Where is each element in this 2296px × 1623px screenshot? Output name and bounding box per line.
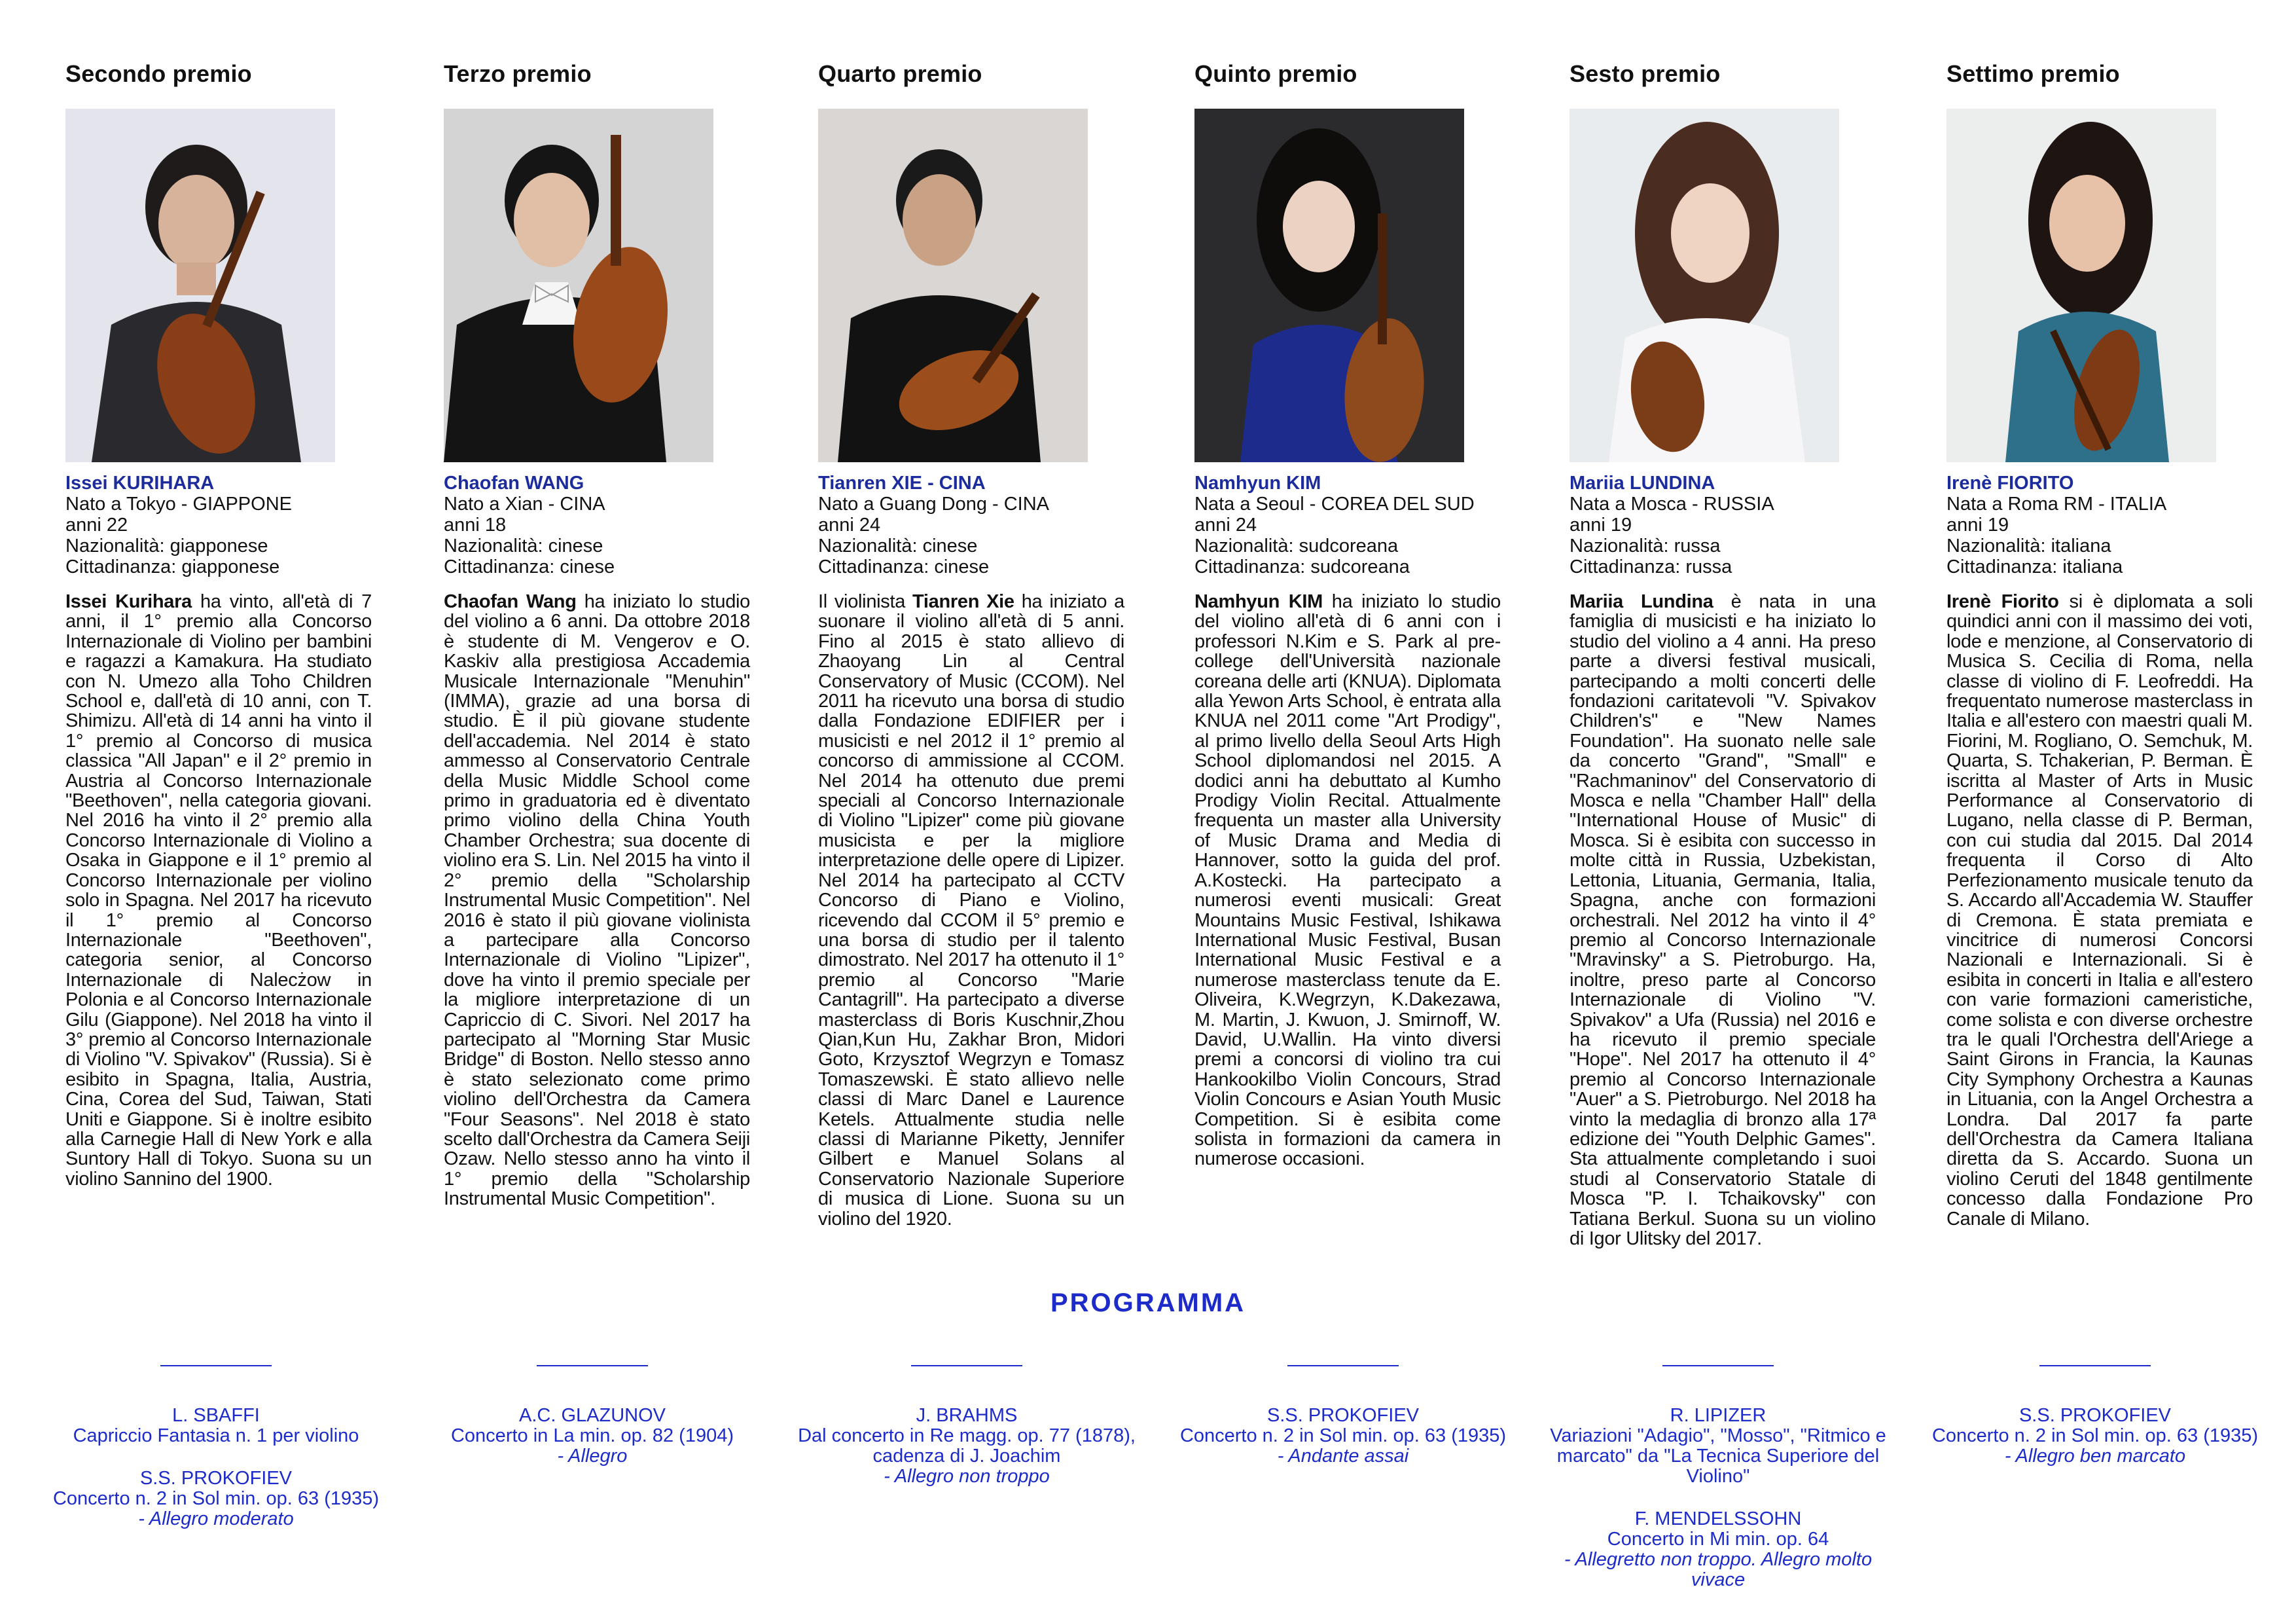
nationality: Nazionalità: russa [1570,536,1721,556]
competitor-name: Tianren XIE - CINA [818,473,986,494]
program-block [33,1365,399,1552]
work-title: Variazioni "Adagio", "Mosso", "Ritmico e marcato" da "La Tecnica Superiore del Violino" [1550,1425,1886,1487]
movement: - Allegro ben marcato [2004,1446,2186,1467]
biography-lead: Namhyun KIM [1194,591,1323,612]
program-block [783,1365,1150,1509]
biography-lead: Issei Kurihara [65,591,192,612]
program-block [409,1365,776,1489]
programma-heading: PROGRAMMA [1050,1288,1246,1317]
divider [1287,1365,1399,1366]
prize-title: Terzo premio [444,60,592,87]
competitor-photo [65,109,335,462]
biography-lead: Tianren Xie [912,591,1014,612]
birthplace: Nata a Roma RM - ITALIA [1946,494,2167,515]
competitor-photo [818,109,1088,462]
competitor-name: Chaofan WANG [444,473,584,494]
nationality: Nazionalità: italiana [1946,536,2111,556]
work-title: Capriccio Fantasia n. 1 per violino [73,1425,359,1446]
age: anni 22 [65,515,128,536]
birthplace: Nato a Tokyo - GIAPPONE [65,494,292,515]
citizenship: Cittadinanza: russa [1570,556,1732,577]
program-piece [1535,1406,1901,1487]
age: anni 24 [1194,515,1257,536]
biography-text: si è diplomata a soli quindici anni con il massimo dei voti, lode e menzione, al Conservatorio di Musica S. Cecilia di Roma, nella classe di violino di F. Leofreddi. Ha frequentato numerose masterclass in Italia e all'estero con maestri quali M. Fiorini, M. Rogliano, O. Semchuk, M. Quarta, S. Tchakerian, P. Berman. È iscritta al Master of Arts in Music Performance al Conservatorio di Lugano, nella classe di P. Berman, con cui studia dal 2015. Dal 2014 frequenta il Corso di Alto Perfezionamento musicale tenuto da S. Accardo all'Accademia W. Stauffer di Cremona. È stata premiata e vincitrice di numerosi Concorsi Nazionali e Internazionali. Si è esibita in concerti in Italia e all'estero con varie formazioni cameristiche, come solista e con diverse orchestre tra le quali l'Orchestra dell'Ariege a Saint Girons in Francia, la Kaunas City Symphony Orchestra a Kaunas in Lituania, con la Angel Orchestra a Londra. Dal 2017 fa parte dell'Orchestra da Camera Italiana diretta da S. Accardo. Suona un violino Ceruti del 1848 gentilmente concesso dalla Fondazione Pro Canale di Milano. [1946,591,2253,1230]
competitor-photo [1194,109,1464,462]
prize-title: Quarto premio [818,60,982,87]
biography-text: ha iniziato lo studio del violino a 6 anni. Da ottobre 2018 è studente di M. Vengerov e O. Kaskiv alla prestigiosa Accademia Musicale Internazionale "Menuhin" (IMMA), grazie ad una borsa di studio. È il più giovane studente dell'accademia. Nel 2014 è stato ammesso al Conservatorio Centrale della Music Middle School come primo in graduatoria ed è diventato primo violino della China Youth Chamber Orchestra; sua docente di violino era S. Lin. Nel 2015 ha vinto il 2° premio della "Scholarship Instrumental Music Competition". Nel 2016 è stato il più giovane violinista a partecipare alla Concorso Internazionale di Violino "Lipizer", dove ha vinto il premio speciale per la migliore interpretazione di un Capriccio di C. Sivori. Nel 2017 ha partecipato al "Morning Star Music Bridge" di Boston. Nello stesso anno è stato selezionato come primo violino dell'Orchestra da Camera "Four Seasons". Nel 2018 è stato scelto dall'Orchestra da Camera Seiji Ozaw. Nello stesso anno ha vinto il 1° premio della "Scholarship Instrumental Music Competition". [444,591,750,1210]
competitor-name: Namhyun KIM [1194,473,1321,494]
biography [444,592,750,1209]
competitor-photo [1570,109,1839,462]
biography-lead: Mariia Lundina [1570,591,1713,612]
program-piece [33,1468,399,1529]
competitor-info [65,473,347,577]
biography-text: ha iniziato lo studio del violino all'età di 6 anni con i professori N.Kim e S. Park al pre-college dell'Università nazionale coreana delle arti (KNUA). Diplomata alla Yewon Arts School, è entrata alla KNUA nel 2011 come "Art Prodigy", al primo livello della Seoul Arts High School diplomandosi nel 2015. A dodici anni ha debuttato al Kumho Prodigy Violin Recital. Attualmente frequenta un master alla University of Music Drama and Media di Hannover, sotto la guida del prof. A.Kostecki. Ha partecipato a numerosi eventi musicali: Great Mountains Music Festival, Ishikawa International Music Festival, Busan International Music Festival e a numerose masterclass tenute da E. Oliveira, K.Wegrzyn, K.Dakezawa, M. Martin, J. Kwuon, J. Smirnoff, W. David, U.Wallin. Ha vinto diversi premi a concorsi di violino tra cui Hankookilbo Violin Concours, Strad Violin Concours e Asian Youth Music Competition. Si è esibita come solista in formazioni da camera in numerose occasioni. [1194,591,1501,1170]
prize-title: Secondo premio [65,60,252,87]
biography-text: ha vinto, all'età di 7 anni, il 1° premio alla Concorso Internazionale di Violino per bambini e ragazzi a Kamakura. Ha studiato con N. Umezo alla Toho Children School e, dall'età di 10 anni, con T. Shimizu. All'età di 14 anni ha vinto il 1° premio al Concorso di musica classica "All Japan" e il 2° premio in Austria al Concorso Internazionale "Beethoven", nella categoria giovani. Nel 2016 ha vinto il 2° premio alla Concorso Internazionale di Violino a Osaka in Giappone e il 1° premio al Concorso Internazionale per violino solo in Spagna. Nel 2017 ha ricevuto il 1° premio al Concorso Internazionale "Beethoven", categoria senior, al Concorso Internazionale di Nalecżow in Polonia e al Concorso Internazionale Gilu (Giappone). Nel 2018 ha vinto il 3° premio al Concorso Internazionale di Violino "V. Spivakov" (Russia). Si è esibito in Spagna, Italia, Austria, Cina, Corea del Sud, Taiwan, Stati Uniti e Giappone. Si è inoltre esibito alla Carnegie Hall di New York e alla Suntory Hall di Tokyo. Suona su un violino Sannino del 1900. [65,591,372,1190]
work-title: Concerto n. 2 in Sol min. op. 63 (1935) [1179,1425,1507,1446]
biography [1194,592,1501,1169]
competitor-name: Mariia LUNDINA [1570,473,1715,494]
program-piece [1160,1406,1526,1467]
birthplace: Nato a Xian - CINA [444,494,605,515]
divider [911,1365,1022,1366]
competitor-info [818,473,1100,577]
nationality: Nazionalità: sudcoreana [1194,536,1399,556]
program-piece [1912,1406,2278,1467]
work-title: Dal concerto in Re magg. op. 77 (1878), cadenza di J. Joachim [798,1425,1136,1467]
age: anni 19 [1946,515,2009,536]
biography [65,592,372,1189]
composer: J. BRAHMS [916,1405,1018,1426]
nationality: Nazionalità: cinese [818,536,978,556]
movement: - Allegro [557,1446,628,1467]
divider [537,1365,648,1366]
movement: - Allegretto non troppo. Allegro molto vivace [1564,1549,1873,1590]
program-piece [1535,1509,1901,1590]
divider [2039,1365,2151,1366]
citizenship: Cittadinanza: cinese [444,556,615,577]
composer: S.S. PROKOFIEV [139,1468,293,1489]
movement: - Andante assai [1277,1446,1409,1467]
program-block [1535,1365,1901,1613]
biography-lead: Irenè Fiorito [1946,591,2059,612]
divider [1662,1365,1774,1366]
citizenship: Cittadinanza: sudcoreana [1194,556,1410,577]
age: anni 24 [818,515,881,536]
citizenship: Cittadinanza: italiana [1946,556,2123,577]
age: anni 18 [444,515,507,536]
program-piece [783,1406,1150,1487]
biography-text: è nata in una famiglia di musicisti e ha iniziato lo studio del violino a 4 anni. Ha preso parte a diversi festival musicali, partecipando a molti concerti delle fondazioni caritatevoli "V. Spivakov Children's" e "New Names Foundation". Ha suonato nelle sale da concerto "Grand", "Small" e "Rachmaninov" del Conservatorio di Mosca e nella "Chamber Hall" della "International House of Music" di Mosca. Si è esibita con successo in molte città in Russia, Uzbekistan, Lettonia, Lituania, Germania, Italia, Spagna, anche con formazioni orchestrali. Nel 2012 ha vinto il 4° premio al Concorso Internazionale "Mravinsky" a S. Pietroburgo. Ha, inoltre, preso parte al Concorso Internazionale di Violino "V. Spivakov" a Ufa (Russia) nel 2016 e ha ricevuto il premio speciale "Hope". Nel 2017 ha ottenuto il 4° premio al Concorso Internazionale "Auer" a S. Pietroburgo. Nel 2018 ha vinto la medaglia di bronzo alla 17ª edizione dei "Youth Delphic Games". Sta attualmente completando i suoi studi al Conservatorio Statale di Mosca "P. I. Tchaikovsky" con Tatiana Berkul. Suona su un violino di Igor Ulitsky del 2017. [1570,591,1876,1249]
competitor-photo [1946,109,2216,462]
movement: - Allegro non troppo [884,1466,1050,1487]
biography-lead: Chaofan Wang [444,591,577,612]
program-piece [33,1406,399,1446]
biography [1946,592,2253,1229]
competitor-info [1570,473,1851,577]
competitor-name: Irenè FIORITO [1946,473,2074,494]
composer: R. LIPIZER [1670,1405,1767,1426]
prize-title: Quinto premio [1194,60,1357,87]
citizenship: Cittadinanza: cinese [818,556,990,577]
prize-title: Sesto premio [1570,60,1721,87]
nationality: Nazionalità: cinese [444,536,603,556]
prize-title: Settimo premio [1946,60,2120,87]
work-title: Concerto n. 2 in Sol min. op. 63 (1935) [52,1488,380,1509]
composer: F. MENDELSSOHN [1634,1508,1802,1529]
nationality: Nazionalità: giapponese [65,536,268,556]
biography-text: ha iniziato a suonare il violino all'età di 5 anni. Fino al 2015 è stato allievo di Zhaoyang Lin al Central Conservatory of Music (CCOM). Nel 2011 ha ricevuto una borsa di studio dalla Fondazione EDIFIER per i musicisti e nel 2012 il 1° premio al concorso di ammissione al CCOM. Nel 2014 ha ottenuto due premi speciali al Concorso Internazionale di Violino "Lipizer" come più giovane musicista e per la migliore interpretazione delle opere di Lipizer. Nel 2014 ha partecipato al CCTV Concorso di Piano e Violino, ricevendo dal CCOM il 5° premio e una borsa di studio per il talento dimostrato. Nel 2017 ha ottenuto il 1° premio al Concorso "Marie Cantagrill". Ha partecipato a diverse masterclass di Boris Kuschnir,Zhou Qian,Kun Hu, Zakhar Bron, Midori Goto, Krzysztof Wegrzyn e Tomasz Tomaszewski. È stato allievo nelle classi di Marc Danel e Laurence Ketels. Attualmente studia nelle classi di Marianne Piketty, Jennifer Gilbert e Manuel Solans al Conservatorio Nazionale Superiore di musica di Lione. Suona su un violino del 1920. [818,591,1124,1230]
competitor-info [1194,473,1476,577]
work-title: Concerto in Mi min. op. 64 [1607,1529,1829,1550]
movement: - Allegro moderato [138,1508,294,1529]
composer: A.C. GLAZUNOV [519,1405,666,1426]
composer: S.S. PROKOFIEV [2018,1405,2172,1426]
program-block [1912,1365,2278,1489]
citizenship: Cittadinanza: giapponese [65,556,280,577]
competitor-info [1946,473,2228,577]
composer: S.S. PROKOFIEV [1266,1405,1420,1426]
work-title: Concerto in La min. op. 82 (1904) [450,1425,734,1446]
competitor-info [444,473,725,577]
composer: L. SBAFFI [172,1405,260,1426]
program-block [1160,1365,1526,1489]
age: anni 19 [1570,515,1632,536]
biography [818,592,1124,1229]
biography-intro: Il violinista [818,591,913,612]
program-piece [409,1406,776,1467]
work-title: Concerto n. 2 in Sol min. op. 63 (1935) [1931,1425,2259,1446]
competitor-name: Issei KURIHARA [65,473,215,494]
competitor-photo [444,109,713,462]
birthplace: Nato a Guang Dong - CINA [818,494,1050,515]
birthplace: Nata a Mosca - RUSSIA [1570,494,1774,515]
biography [1570,592,1876,1249]
divider [160,1365,272,1366]
birthplace: Nata a Seoul - COREA DEL SUD [1194,494,1475,515]
